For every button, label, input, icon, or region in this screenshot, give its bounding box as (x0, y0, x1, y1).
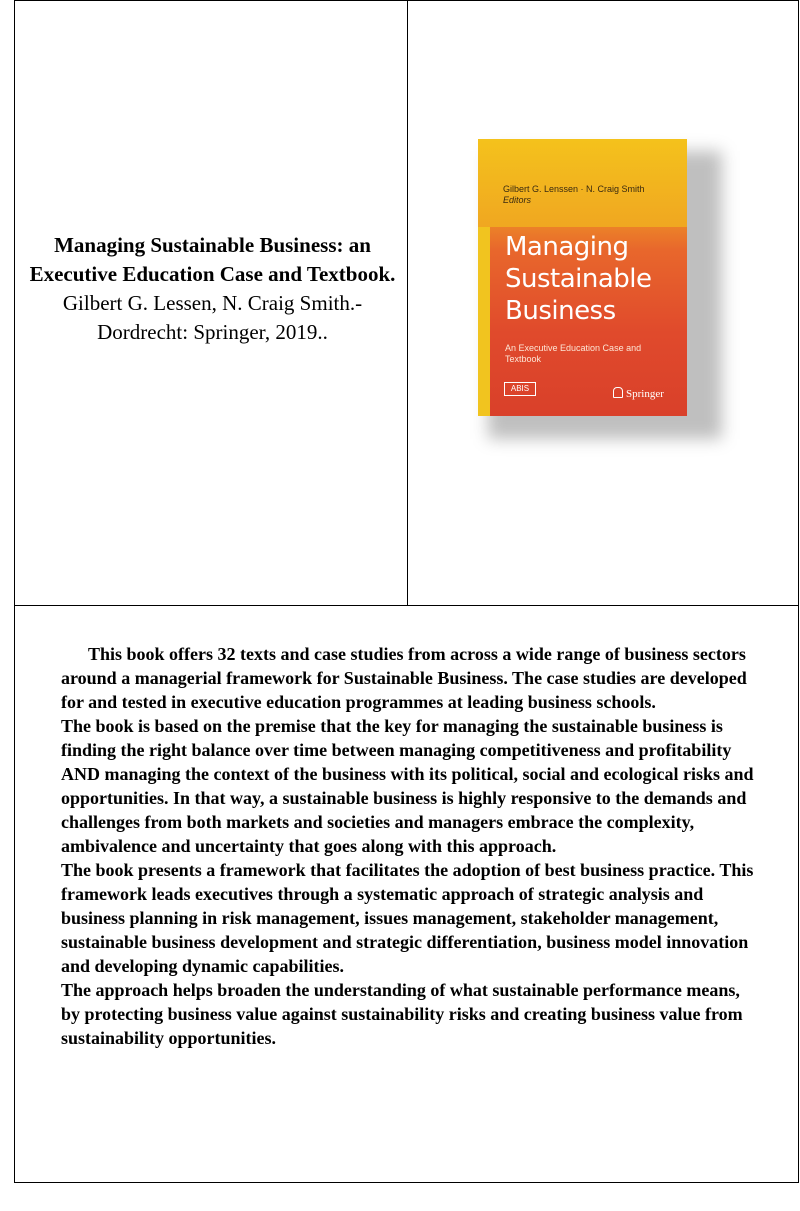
summary-paragraph: The book presents a framework that facilitates the adoption of best business practice. This framework leads executives through a systematic approach of strategic analysis and business planning in risk management, issues management, stakeholder management, sustainable business development and strategic differentiation, business model innovation and developing dynamic capabilities. (61, 860, 754, 976)
cover-editors-label: Editors (503, 195, 532, 205)
cover-editors-names: Gilbert G. Lenssen · N. Craig Smith (503, 184, 645, 194)
summary-paragraph: The book is based on the premise that the key for managing the sustainable business is finding the right balance over time between managing competitiveness and profitability AND managing the context of the business with its political, social and ecological risks and opportunities. In that way, a sustainable business is highly responsive to the demands and challenges from both markets and societies and managers embrace the complexity, ambivalence and uncertainty that goes along with this approach. (61, 716, 754, 856)
citation (25, 231, 400, 347)
book-cover-image (478, 139, 687, 416)
springer-horse-icon (613, 387, 623, 398)
cover-title-line-1: Managing (505, 232, 629, 262)
publisher-name: Springer (626, 388, 664, 400)
summary-paragraph: The approach helps broaden the understanding of what sustainable performance means, by protecting business value against sustainability risks and creating business value from sustainability opportunities. (61, 980, 743, 1048)
abis-logo: ABIS (504, 382, 536, 396)
book-summary (61, 642, 761, 1050)
cover-subtitle: An Executive Education Case and Textbook (505, 343, 642, 364)
citation-cell (15, 1, 408, 605)
cover-side-stripe (478, 227, 490, 416)
summary-paragraph: This book offers 32 texts and case studies from across a wide range of business sectors around a managerial framework for Sustainable Business. The case studies are developed for and tested in executive education programmes at leading business schools. (61, 644, 747, 712)
book-details: Gilbert G. Lessen, N. Craig Smith.- Dordrecht: Springer, 2019.. (62, 291, 363, 344)
cover-title-line-3: Business (505, 296, 616, 326)
record-table (14, 0, 799, 1183)
publisher-logo (613, 387, 664, 400)
cover-top-band (478, 139, 687, 227)
cover-editors (503, 184, 645, 206)
top-row (15, 1, 798, 606)
cover-title-line-2: Sustainable (505, 264, 652, 294)
book-title-bold: Managing Sustainable Business: an Executive Education Case and Textbook. (29, 233, 396, 286)
cover-cell (408, 1, 798, 605)
cover-title (505, 231, 652, 327)
